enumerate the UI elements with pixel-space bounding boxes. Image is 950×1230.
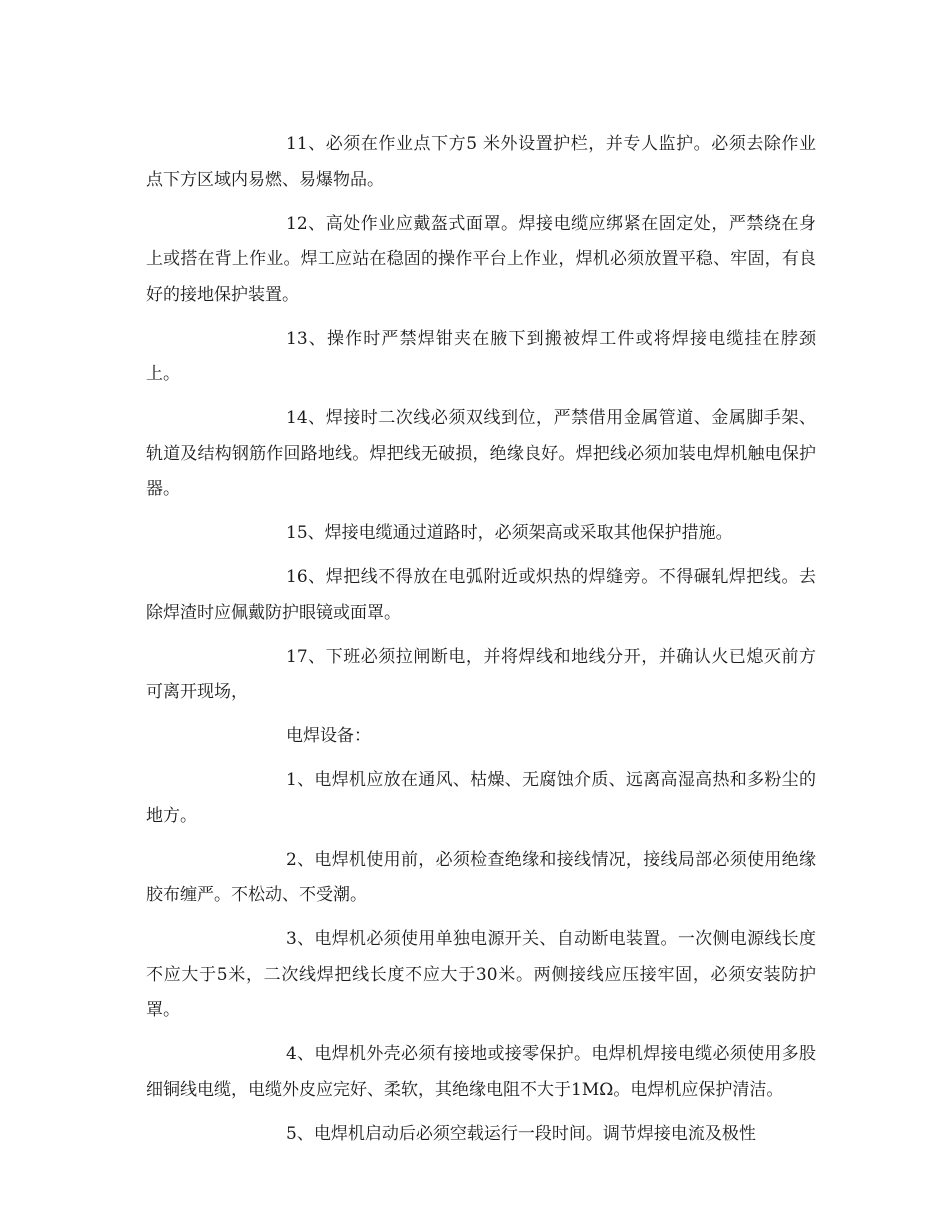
paragraph-item-13: 13、操作时严禁焊钳夹在腋下到搬被焊工件或将焊接电缆挂在脖颈上。 xyxy=(146,328,816,384)
equipment-item-4: 4、电焊机外壳必须有接地或接零保护。电焊机焊接电缆必须使用多股细铜线电缆，电缆外皮应完好、柔软，其绝缘电阻不大于1MΩ。电焊机应保护清洁。 xyxy=(146,1044,816,1100)
document-body xyxy=(146,127,816,1161)
equipment-item-3: 3、电焊机必须使用单独电源开关、自动断电装置。一次侧电源线长度不应大于5米，二次线焊把线长度不应大于30米。两侧接线应压接牢固，必须安装防护罩。 xyxy=(146,929,816,1020)
paragraph-item-15: 15、焊接电缆通过道路时，必须架高或采取其他保护措施。 xyxy=(286,523,733,543)
paragraph-item-14: 14、焊接时二次线必须双线到位，严禁借用金属管道、金属脚手架、轨道及结构钢筋作回路地线。焊把线无破损，绝缘良好。焊把线必须加装电焊机触电保护器。 xyxy=(146,408,816,499)
equipment-item-2: 2、电焊机使用前，必须检查绝缘和接线情况，接线局部必须使用绝缘胶布缠严。不松动、不受潮。 xyxy=(146,849,816,905)
equipment-item-5: 5、电焊机启动后必须空载运行一段时间。调节焊接电流及极性 xyxy=(286,1123,756,1144)
paragraph-item-12: 12、高处作业应戴盔式面罩。焊接电缆应绑紧在固定处，严禁绕在身上或搭在背上作业。焊工应站在稳固的操作平台上作业，焊机必须放置平稳、牢固，有良好的接地保护装置。 xyxy=(146,213,816,305)
paragraph-item-11: 11、必须在作业点下方5 米外设置护栏，并专人监护。必须去除作业点下方区域内易燃、易爆物品。 xyxy=(146,134,816,190)
paragraph-item-16: 16、焊把线不得放在电弧附近或炽热的焊缝旁。不得碾轧焊把线。去除焊渣时应佩戴防护眼镜或面罩。 xyxy=(146,567,816,623)
equipment-item-1: 1、电焊机应放在通风、枯燥、无腐蚀介质、远离高湿高热和多粉尘的地方。 xyxy=(146,770,816,826)
section-heading: 电焊设备： xyxy=(286,726,371,746)
paragraph-item-17: 17、下班必须拉闸断电，并将焊线和地线分开，并确认火已熄灭前方可离开现场， xyxy=(146,646,816,702)
